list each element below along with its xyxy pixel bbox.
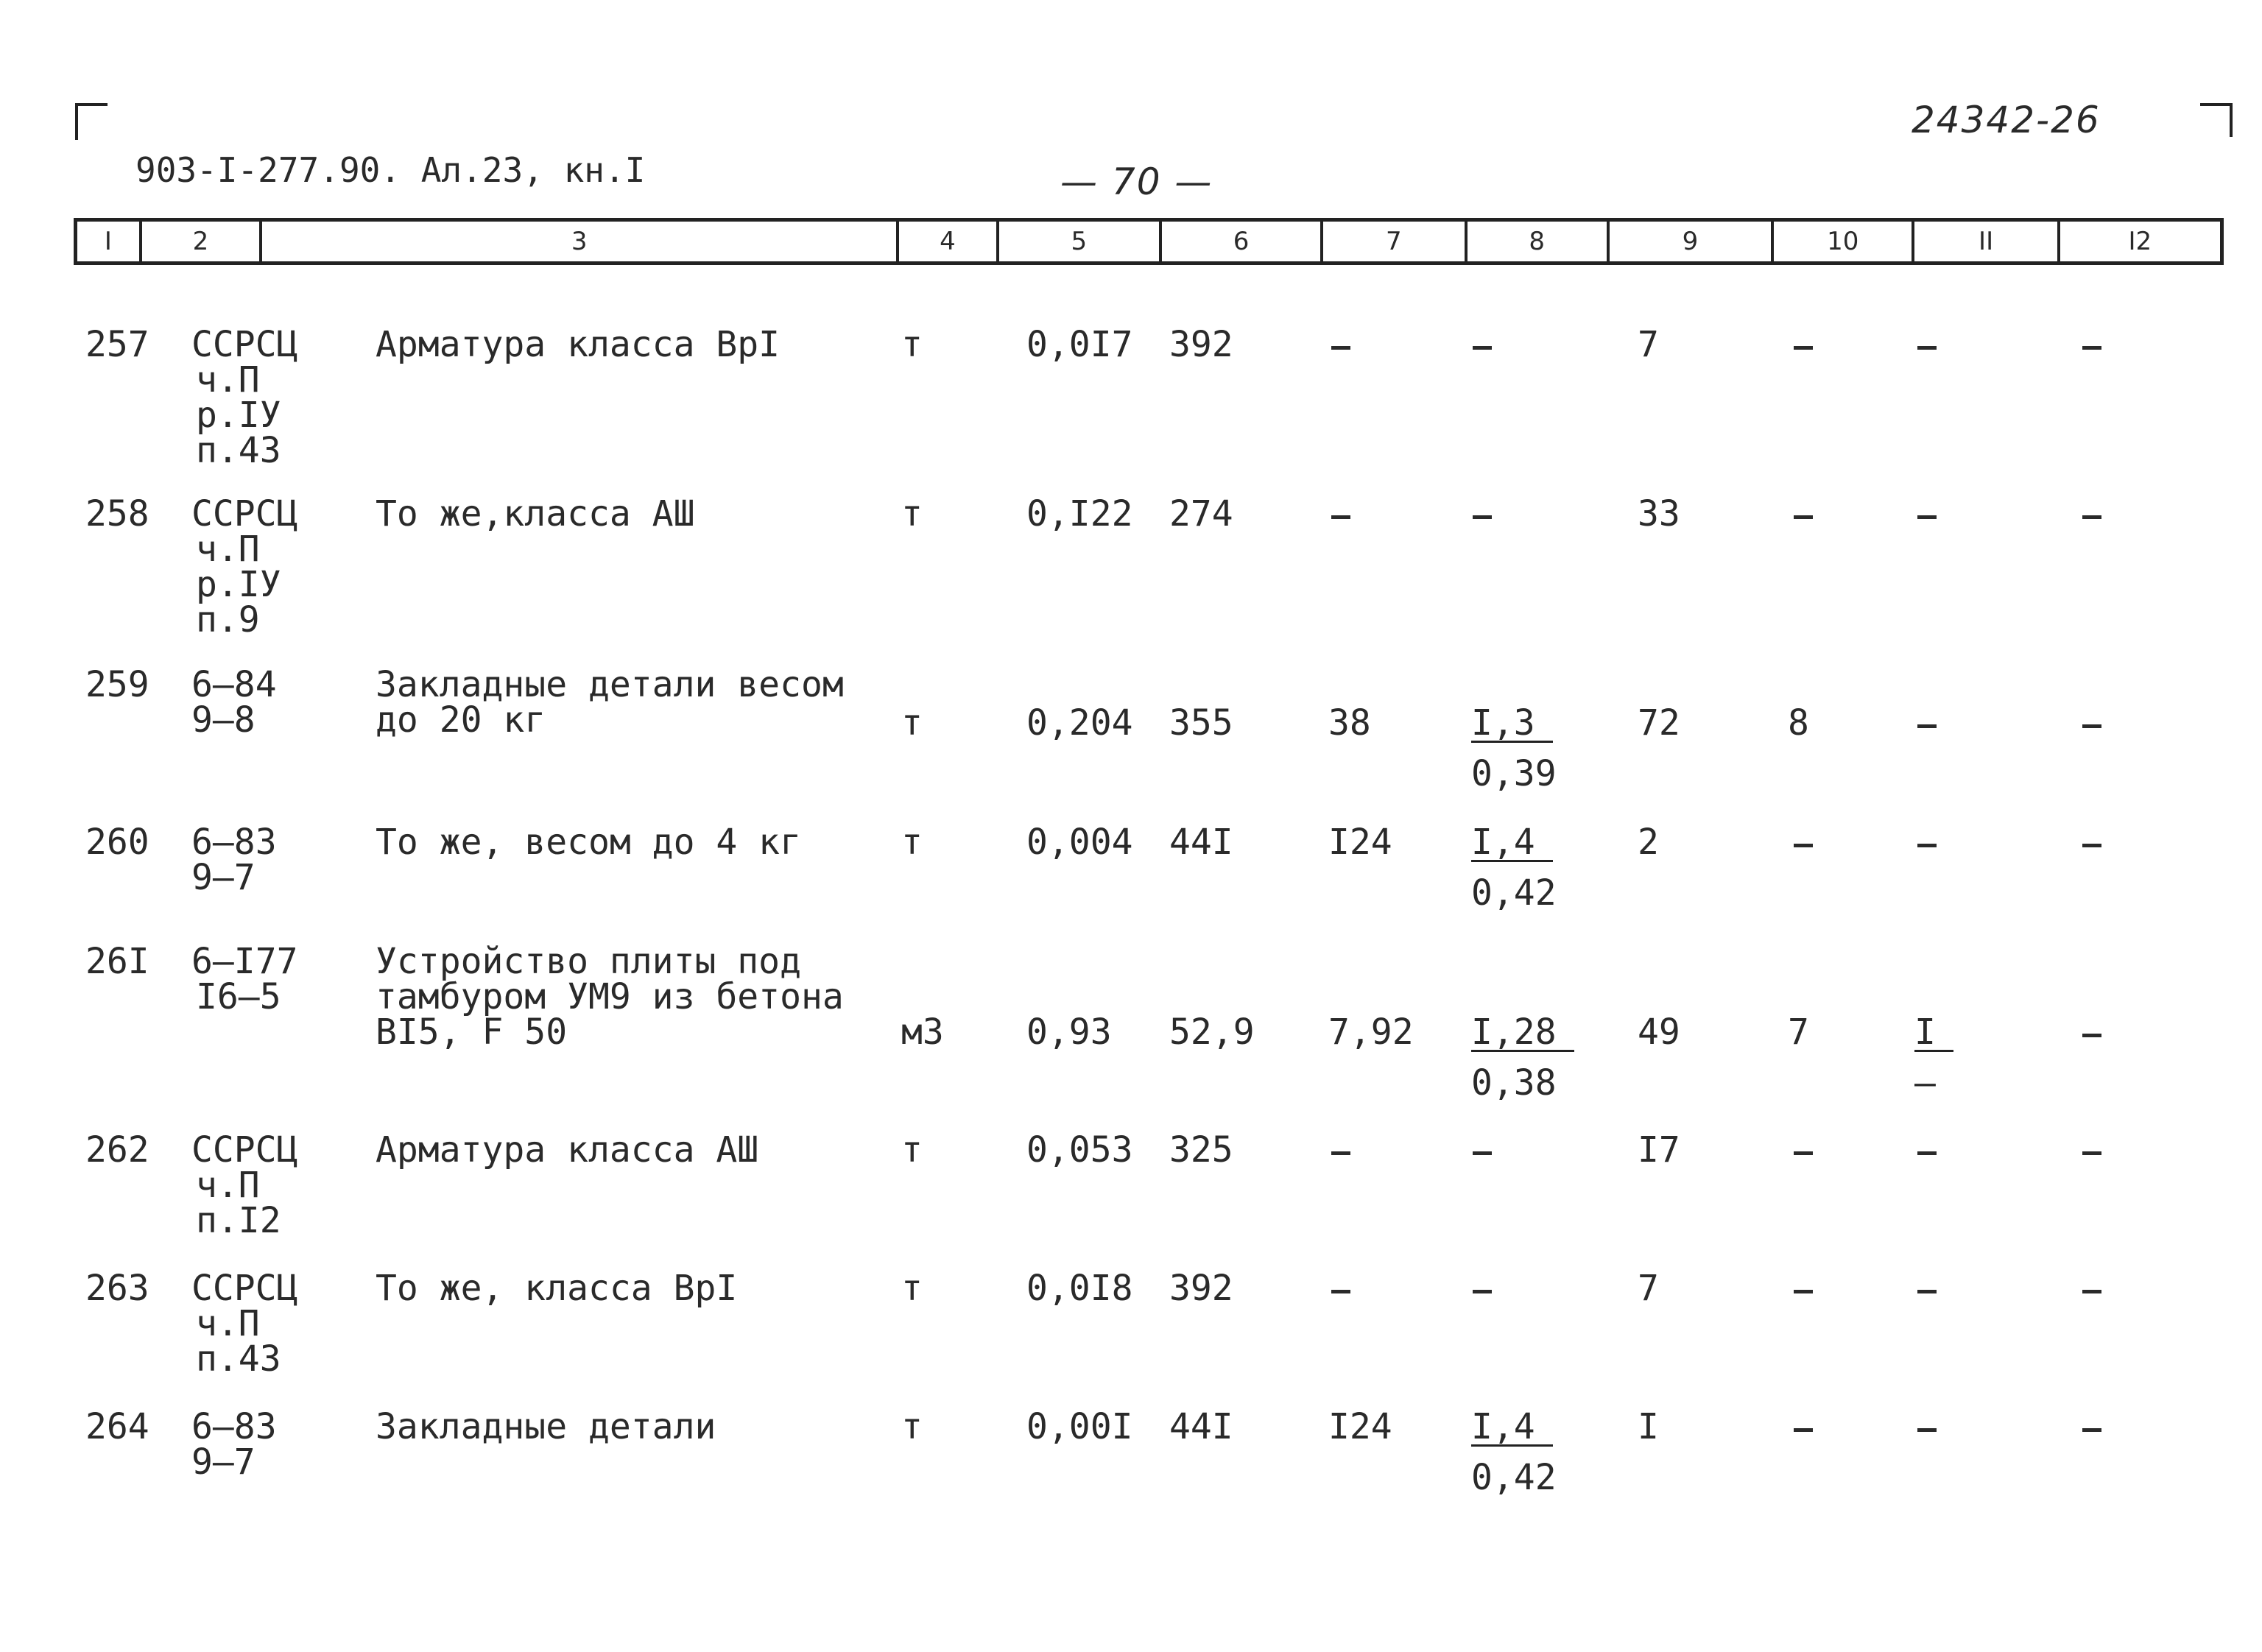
row-number: 263 [85, 1268, 149, 1309]
norm-code-line: ч.П [196, 359, 260, 400]
unit-cost: 44I [1169, 822, 1233, 863]
row-number: 258 [85, 493, 149, 534]
norm-code-line: ССРСЦ [191, 324, 298, 365]
work-name-line: до 20 кг [376, 699, 546, 741]
column-header-4: 4 [899, 222, 999, 261]
unit-cost: 274 [1169, 493, 1233, 534]
stamp-number: 24342-26 [1912, 99, 2101, 141]
unit-cost: 355 [1169, 702, 1233, 744]
unit-cost: 52,9 [1169, 1012, 1255, 1053]
norm-code-line: п.9 [196, 599, 260, 640]
quantity: 0,I22 [1026, 493, 1133, 534]
norm-code-line: ССРСЦ [191, 1268, 298, 1309]
norm-code [191, 822, 277, 898]
norm-code-line: 6–I77 [191, 941, 298, 982]
col-12-value-dash [2082, 346, 2101, 350]
col-11-fraction [1914, 1012, 1953, 1104]
col-10-value-dash [1794, 1428, 1813, 1432]
unit-cost: 44I [1169, 1406, 1233, 1447]
col-9-value: I7 [1638, 1129, 1680, 1171]
unit-cost: 392 [1169, 324, 1233, 365]
norm-code [191, 324, 298, 471]
col-8-value-dash [1473, 346, 1492, 350]
work-name [376, 1268, 738, 1309]
column-header-10: 10 [1774, 222, 1914, 261]
row-number: 260 [85, 822, 149, 863]
norm-code [191, 1268, 298, 1380]
col-9-value: 7 [1638, 1268, 1659, 1309]
col-8-denominator: 0,38 [1471, 1062, 1557, 1104]
col-7-value-dash [1331, 515, 1350, 519]
column-header-12: I2 [2128, 227, 2152, 256]
col-12-value-dash [2082, 1034, 2101, 1037]
col-12-value-dash [2082, 1428, 2101, 1432]
col-11-denominator: – [1914, 1062, 1936, 1104]
col-8-value-dash [1473, 515, 1492, 519]
unit: т [901, 822, 923, 863]
col-10-value-dash [1794, 515, 1813, 519]
corner-mark-right [2200, 103, 2233, 137]
col-8-denominator: 0,42 [1471, 872, 1557, 914]
norm-code-line: ч.П [196, 1165, 260, 1206]
col-10-value: 7 [1788, 1012, 1809, 1053]
norm-code [191, 1129, 298, 1241]
norm-code-line: ч.П [196, 1303, 260, 1344]
unit-cost: 392 [1169, 1268, 1233, 1309]
work-name [376, 324, 781, 365]
col-10-value: 8 [1788, 702, 1809, 744]
quantity: 0,204 [1026, 702, 1133, 744]
norm-code-line: ССРСЦ [191, 493, 298, 534]
col-8-numerator: I,4 [1471, 1409, 1553, 1447]
col-8-value-dash [1473, 1290, 1492, 1293]
norm-code [191, 493, 298, 640]
row-number: 257 [85, 324, 149, 365]
column-header-11: II [1914, 222, 2060, 261]
norm-code [191, 1406, 277, 1483]
work-name-line: То же,класса АШ [376, 493, 695, 534]
col-7-value: 38 [1328, 702, 1371, 744]
col-10-value-dash [1794, 844, 1813, 847]
norm-code-line: р.IУ [196, 564, 281, 605]
page-number: — 70 — [1060, 160, 1213, 203]
col-8-fraction [1471, 822, 1557, 914]
col-11-value-dash [1917, 1290, 1937, 1293]
col-8-fraction [1471, 702, 1557, 794]
col-7-value-dash [1331, 1290, 1350, 1293]
work-name-line: Закладные детали весом [376, 664, 844, 705]
row-number: 264 [85, 1406, 149, 1447]
col-12-value-dash [2082, 724, 2101, 728]
column-header-2: 2 [142, 222, 262, 261]
column-header-7: 7 [1323, 222, 1467, 261]
col-9-value: 33 [1638, 493, 1680, 534]
work-name [376, 822, 801, 863]
col-8-denominator: 0,42 [1471, 1457, 1557, 1498]
col-7-value-dash [1331, 346, 1350, 350]
work-name [376, 941, 844, 1053]
unit: т [901, 324, 923, 365]
norm-code-line: ч.П [196, 529, 260, 570]
col-8-numerator: I,4 [1471, 825, 1553, 862]
col-8-fraction [1471, 1406, 1557, 1498]
work-name-line: Устройство плиты под [376, 941, 801, 982]
document-code: 903-I-277.90. Ал.23, кн.I [135, 150, 646, 190]
col-12-value-dash [2082, 1151, 2101, 1155]
quantity: 0,053 [1026, 1129, 1133, 1171]
col-8-numerator: I,3 [1471, 705, 1553, 743]
work-name [376, 493, 695, 534]
work-name-line: То же, класса ВрI [376, 1268, 738, 1309]
col-11-value-dash [1917, 844, 1937, 847]
norm-code-line: р.IУ [196, 395, 281, 436]
row-number: 262 [85, 1129, 149, 1171]
column-header-3: 3 [262, 222, 899, 261]
quantity: 0,0I8 [1026, 1268, 1133, 1309]
col-7-value: I24 [1328, 822, 1392, 863]
col-12-value-dash [2082, 844, 2101, 847]
col-10-value-dash [1794, 346, 1813, 350]
col-7-value-dash [1331, 1151, 1350, 1155]
work-name-line: Закладные детали [376, 1406, 716, 1447]
quantity: 0,004 [1026, 822, 1133, 863]
col-7-value: I24 [1328, 1406, 1392, 1447]
col-9-value: 72 [1638, 702, 1680, 744]
row-number: 259 [85, 664, 149, 705]
norm-code-line: 6–83 [191, 822, 277, 863]
column-header-row [74, 218, 2224, 265]
unit: т [901, 702, 923, 744]
work-name [376, 1406, 716, 1447]
quantity: 0,00I [1026, 1406, 1133, 1447]
col-11-value-dash [1917, 724, 1937, 728]
norm-code-line: п.43 [196, 1338, 281, 1380]
col-10-value-dash [1794, 1151, 1813, 1155]
unit: т [901, 1268, 923, 1309]
unit: т [901, 1406, 923, 1447]
col-7-value: 7,92 [1328, 1012, 1414, 1053]
col-11-value-dash [1917, 1428, 1937, 1432]
col-12-value-dash [2082, 515, 2101, 519]
norm-code-line: 6–84 [191, 664, 277, 705]
work-name-line: Арматура класса ВрI [376, 324, 781, 365]
corner-mark-left [75, 103, 108, 140]
column-header-1: I [77, 222, 142, 261]
work-name-line: Арматура класса АШ [376, 1129, 759, 1171]
col-11-numerator: I [1914, 1014, 1953, 1052]
norm-code [191, 941, 298, 1017]
work-name-line: BI5, F 50 [376, 1012, 568, 1053]
work-name-line: То же, весом до 4 кг [376, 822, 801, 863]
unit: м3 [901, 1012, 944, 1053]
norm-code-line: I6–5 [196, 976, 281, 1017]
norm-code-line: п.I2 [196, 1200, 281, 1241]
col-8-value-dash [1473, 1151, 1492, 1155]
norm-code-line: 6–83 [191, 1406, 277, 1447]
work-name [376, 1129, 759, 1171]
quantity: 0,0I7 [1026, 324, 1133, 365]
col-11-value-dash [1917, 1151, 1937, 1155]
norm-code-line: 9–7 [191, 1441, 256, 1483]
quantity: 0,93 [1026, 1012, 1112, 1053]
col-9-value: 49 [1638, 1012, 1680, 1053]
norm-code-line: ССРСЦ [191, 1129, 298, 1171]
work-name-line: тамбуром УМ9 из бетона [376, 976, 844, 1017]
work-name [376, 664, 844, 741]
unit-cost: 325 [1169, 1129, 1233, 1171]
col-9-value: 7 [1638, 324, 1659, 365]
unit: т [901, 1129, 923, 1171]
unit: т [901, 493, 923, 534]
col-9-value: 2 [1638, 822, 1659, 863]
column-header-5: 5 [999, 222, 1162, 261]
column-header-8: 8 [1468, 222, 1610, 261]
norm-code-line: п.43 [196, 430, 281, 471]
norm-code-line: 9–8 [191, 699, 256, 741]
col-8-numerator: I,28 [1471, 1014, 1574, 1052]
col-11-value-dash [1917, 515, 1937, 519]
col-9-value: I [1638, 1406, 1659, 1447]
col-11-value-dash [1917, 346, 1937, 350]
col-8-fraction [1471, 1012, 1574, 1104]
col-10-value-dash [1794, 1290, 1813, 1293]
col-12-value-dash [2082, 1290, 2101, 1293]
column-header-9: 9 [1610, 222, 1774, 261]
norm-code [191, 664, 277, 741]
col-8-denominator: 0,39 [1471, 753, 1557, 794]
row-number: 26I [85, 941, 149, 982]
column-header-6: 6 [1162, 222, 1323, 261]
norm-code-line: 9–7 [191, 857, 256, 898]
